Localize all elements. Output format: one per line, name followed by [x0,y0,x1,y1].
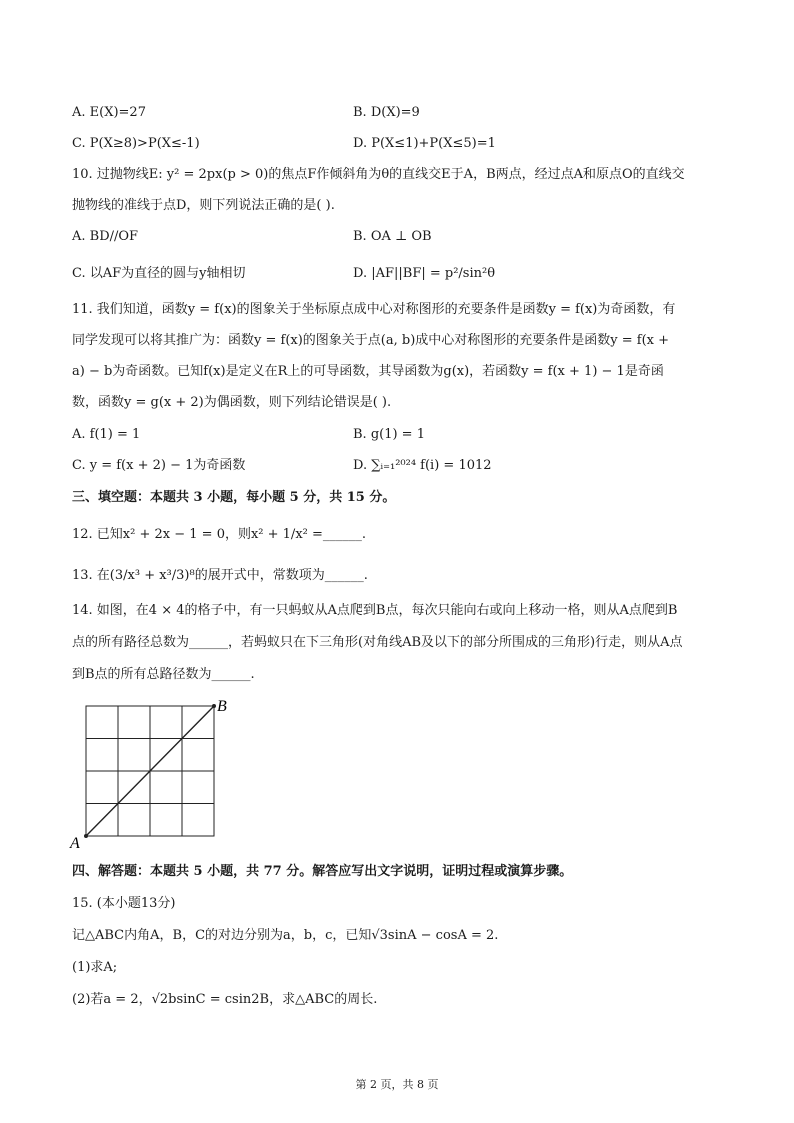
q11-stem-line4: 数，函数y = g(x + 2)为偶函数，则下列结论错误是( ). [72,395,392,410]
q11-option-a: A. f(1) = 1 [72,427,141,442]
q11-option-d: D. ∑ᵢ₌₁²⁰²⁴ f(i) = 1012 [353,458,492,473]
q13-stem: 13. 在(3/x³ + x³/3)⁸的展开式中，常数项为______. [72,568,368,583]
q14-stem-line1: 14. 如图，在4 × 4的格子中，有一只蚂蚁从A点爬到B点，每次只能向右或向上移动一格，则从A点爬到B [72,603,678,618]
page-footer: 第 2 页，共 8 页 [355,1078,439,1091]
q10-option-d: D. |AF||BF| = p²/sin²θ [353,266,496,281]
q10-option-b: B. OA ⊥ OB [353,229,432,244]
q11-stem-line1: 11. 我们知道，函数y = f(x)的图象关于坐标原点成中心对称图形的充要条件是函数y = f(x)为奇函数，有 [72,302,676,317]
q14-stem-line3: 到B点的所有总路径数为______. [72,667,255,682]
q9-option-d: D. P(X≤1)+P(X≤5)=1 [353,136,496,151]
q12-stem: 12. 已知x² + 2x − 1 = 0，则x² + 1/x² =______. [72,527,367,542]
label-a: A [70,835,80,851]
q11-option-c: C. y = f(x + 2) − 1为奇函数 [72,458,246,473]
q11-option-b: B. g(1) = 1 [353,427,425,442]
q9-option-a: A. E(X)=27 [72,105,146,120]
q10-stem-line1: 10. 过抛物线E: y² = 2px(p > 0)的焦点F作倾斜角为θ的直线交E于A，B两点，经过点A和原点O的直线交 [72,167,685,182]
q15-header: 15. (本小题13分) [72,896,176,911]
q10-option-c: C. 以AF为直径的圆与y轴相切 [72,266,246,281]
q10-option-a: A. BD//OF [72,229,139,244]
point-a [84,834,88,838]
point-b [212,704,216,708]
q15-part2: (2)若a = 2，√2bsinC = csin2B，求△ABC的周长. [72,992,378,1007]
section-4-heading: 四、解答题：本题共 5 小题，共 77 分。解答应写出文字说明，证明过程或演算步骤。 [72,864,573,879]
q15-part1: (1)求A; [72,960,118,975]
q11-stem-line3: a) − b为奇函数。已知f(x)是定义在R上的可导函数，其导函数为g(x)，若函数y = f(x + 1) − 1是奇函 [72,364,664,379]
q10-stem-line2: 抛物线的准线于点D，则下列说法正确的是( ). [72,198,335,213]
q14-stem-line2: 点的所有路径总数为______，若蚂蚁只在下三角形(对角线AB及以下的部分所围成的三角形)行走，则从A点 [72,635,683,650]
q9-option-c: C. P(X≥8)>P(X≤-1) [72,136,200,151]
q15-stem: 记△ABC内角A，B，C的对边分别为a，b，c，已知√3sinA − cosA = 2. [72,928,499,943]
q11-stem-line2: 同学发现可以将其推广为：函数y = f(x)的图象关于点(a, b)成中心对称图形的充要条件是函数y = f(x + [72,333,670,348]
q9-option-b: B. D(X)=9 [353,105,420,120]
label-b: B [217,698,227,715]
grid-figure [68,696,238,851]
section-3-heading: 三、填空题：本题共 3 小题，每小题 5 分，共 15 分。 [72,490,396,505]
